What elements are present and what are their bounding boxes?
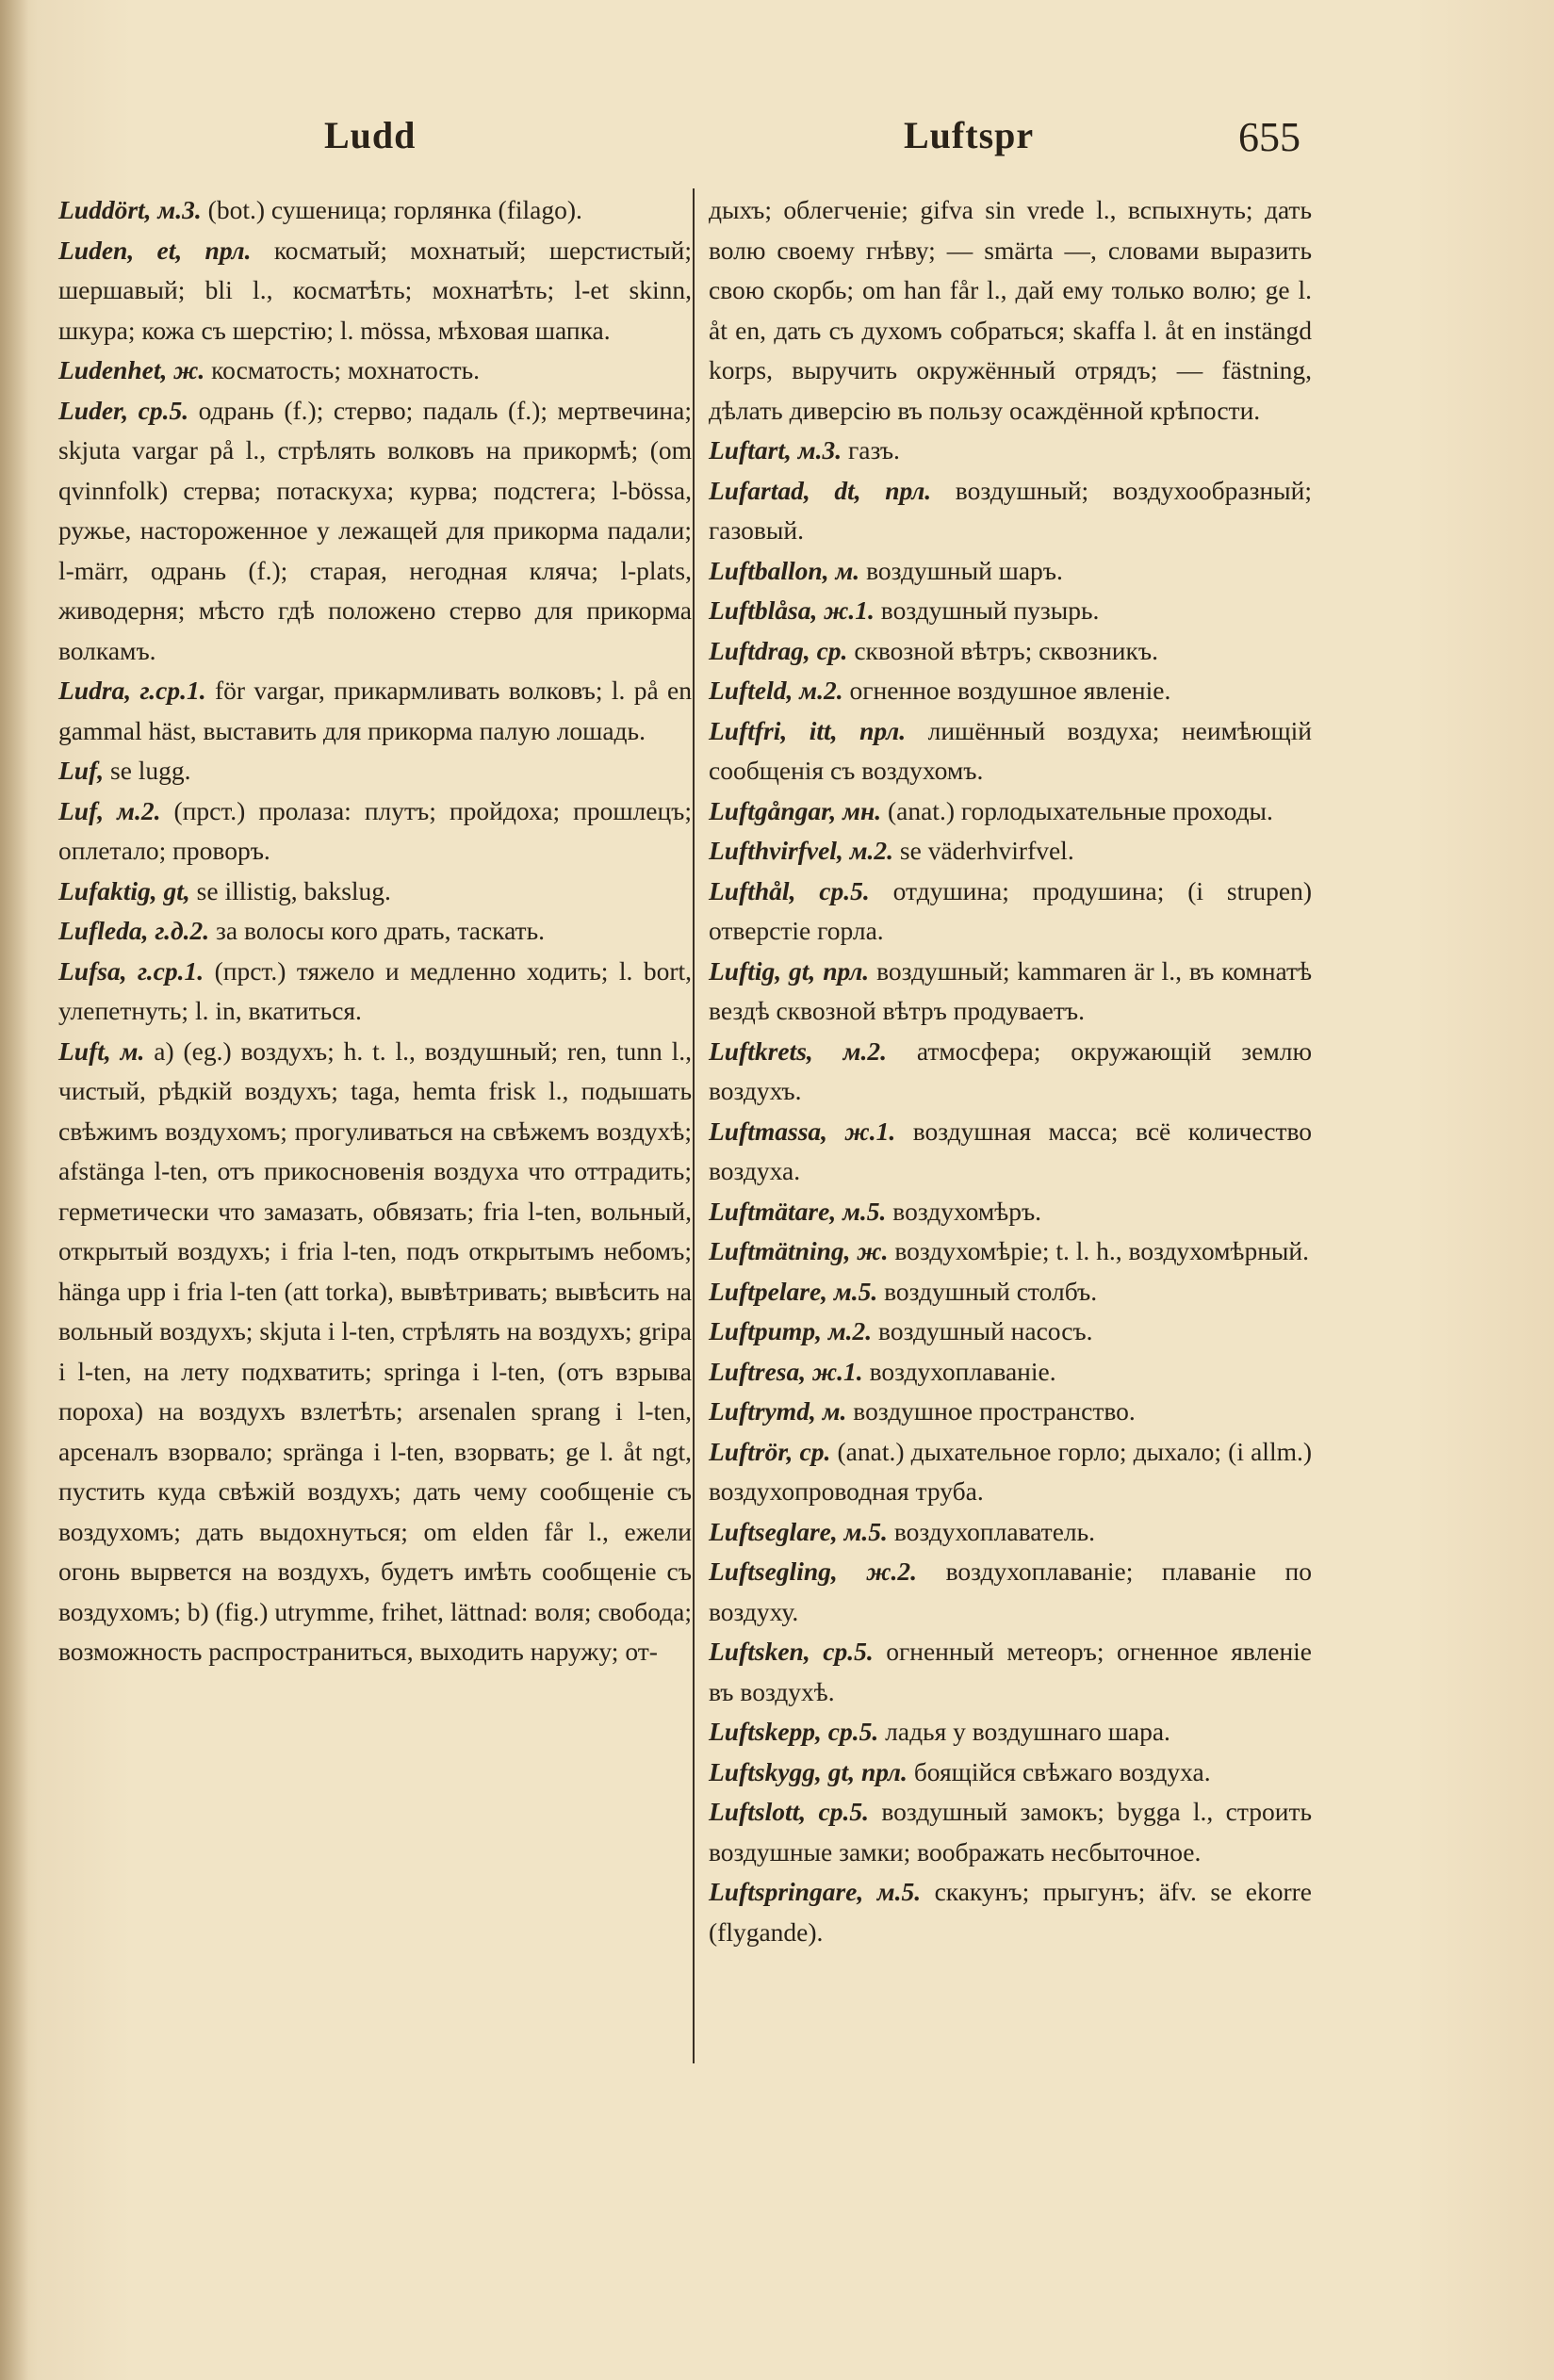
dictionary-entry: [58, 872, 692, 912]
column-divider: [693, 188, 695, 2063]
entry-definition: дыхъ; облегченіе; gifva sin vrede l., вспыхнуть; дать волю своему гнѣву; — smärta —, словами выразить свою скорбь; om han får l., дай ему только волю; ge l. åt en, дать съ духомъ собраться; skaffa l. åt en instängd korps, выручить окружённый отрядъ; — fästning, дѣлать диверсію въ пользу осаждённой крѣпости.: [709, 195, 1312, 425]
entry-definition: отдушина; продушина; (i strupen) отверстіе горла.: [709, 875, 1313, 945]
dictionary-entry: [709, 791, 1312, 832]
entry-definition: воздушная масса; всё количество воздуха.: [709, 1116, 1313, 1185]
entry-headword: Ludenhet, ж.: [58, 355, 205, 384]
dictionary-entry: [709, 1792, 1312, 1872]
entry-definition: воздухомѣріе; t. l. h., воздухомѣрный.: [894, 1236, 1309, 1265]
dictionary-entry: [709, 1712, 1312, 1752]
entry-definition: воздушный столбъ.: [884, 1276, 1098, 1306]
page-number: 655: [1238, 114, 1300, 160]
entry-definition: лишённый воздуха; неимѣющій сообщенія съ воздухомъ.: [709, 715, 1313, 785]
dictionary-entry: [709, 1512, 1312, 1553]
entry-definition: воздухоплаватель.: [893, 1516, 1096, 1546]
dictionary-entry: [709, 1231, 1312, 1272]
entry-definition: a) (eg.) воздухъ; h. t. l., воздушный; ren, tunn l., чистый, рѣдкій воздухъ; taga, hemta frisk l., подышать свѣжимъ воздухомъ; прогуливаться на свѣжемъ воздухѣ; afstänga l-ten, отъ прикосновенія воздуха что оттрадить; герметически что замазать, обвязать; fria l-ten, вольный, открытый воздухъ; i fria l-ten, подъ открытымъ небомъ; hänga upp i fria l-ten (att torka), вывѣтривать; вывѣсить на вольный воздухъ; skjuta i l-ten, стрѣлять на воздухъ; gripa i l-ten, на лету подхватить; springa i l-ten, (отъ взрыва пороха) на воздухъ взлетѣть; arsenalen sprang i l-ten, арсеналъ взорвало; spränga i l-ten, взорвать; ge l. åt ngt, пустить куда свѣжій воздухъ; дать чему сообщеніе съ воздухомъ; дать выдохнуться; om elden får l., ежели огонь вырвется на воздухъ, будетъ имѣть сообщеніе съ воздухомъ; b) (fig.) utrymme, frihet, lättnad: воля; свобода; возможность распространиться, выходить наружу; от-: [58, 1035, 692, 1666]
entry-headword: Luftgångar, мн.: [709, 795, 882, 825]
entry-headword: Luder, ср.5.: [58, 395, 189, 425]
entry-headword: Lufaktig, gt,: [58, 875, 190, 905]
dictionary-entry: [709, 1272, 1312, 1312]
entry-definition: för vargar, прикармливать волковъ; l. på en gammal häst, выставить для прикорма палую лошадь.: [58, 676, 692, 745]
entry-definition: se väderhvirfvel.: [899, 836, 1074, 865]
entry-headword: Lufthvirfvel, м.2.: [709, 836, 894, 865]
dictionary-entry: [58, 911, 692, 952]
entry-definition: se lugg.: [110, 756, 191, 785]
entry-headword: Luftrymd, м.: [709, 1396, 847, 1426]
entry-definition: газъ.: [847, 435, 900, 465]
entry-definition: воздухоплаваніе.: [869, 1356, 1056, 1386]
dictionary-entry: [709, 711, 1312, 791]
entry-headword: Lufsa, г.ср.1.: [58, 955, 204, 986]
entry-headword: Luftrör, ср.: [709, 1436, 831, 1466]
entry-headword: Luftspringare, м.5.: [709, 1877, 922, 1906]
entry-definition: косматость; мохнатость.: [211, 355, 481, 384]
dictionary-entry: [709, 1392, 1312, 1432]
dictionary-entry: [709, 431, 1312, 471]
entry-definition: огненное воздушное явленіе.: [849, 676, 1171, 705]
entry-definition: se illistig, bakslug.: [196, 875, 391, 905]
entry-headword: Lufartad, dt, прл.: [709, 475, 932, 505]
dictionary-entry: [709, 1192, 1312, 1232]
entry-headword: Luftpelare, м.5.: [709, 1276, 878, 1306]
dictionary-entry: [58, 350, 692, 391]
entry-definition: косматый; мохнатый; шерстистый; шершавый; bli l., косматѣть; мохнатѣть; l-et skinn, шкура; кожа съ шерстію; l. mössa, мѣховая шапка.: [58, 235, 692, 345]
entry-definition: воздухоплаваніе; плаваніе по воздуху.: [709, 1557, 1312, 1626]
entry-headword: Ludra, г.ср.1.: [58, 676, 206, 705]
right-column: [709, 190, 1312, 1952]
entry-headword: Luftslott, ср.5.: [709, 1797, 869, 1826]
entry-headword: Luftmätare, м.5.: [709, 1196, 887, 1226]
dictionary-entry: [709, 1032, 1312, 1112]
dictionary-entry: [709, 1352, 1312, 1393]
dictionary-entry: [709, 190, 1312, 431]
entry-definition: (bot.) сушеница; горлянка (filago).: [207, 195, 582, 224]
entry-definition: воздухомѣръ.: [892, 1196, 1042, 1226]
entry-headword: Luft, м.: [58, 1035, 145, 1066]
dictionary-entry: [58, 751, 692, 791]
entry-definition: атмосфера; окружающій землю воздухъ.: [709, 1035, 1313, 1105]
dictionary-entry: [709, 471, 1312, 551]
entry-headword: Lufteld, м.2.: [709, 676, 843, 705]
dictionary-entry: [709, 1112, 1312, 1192]
entry-definition: воздушный замокъ; bygga l., строить воздушные замки; воображать несбыточное.: [709, 1797, 1312, 1867]
entry-headword: Luftballon, м.: [709, 555, 860, 585]
entry-headword: Luftsken, ср.5.: [709, 1637, 874, 1666]
dictionary-entry: [58, 1032, 692, 1672]
dictionary-entry: [58, 671, 692, 751]
entry-headword: Luden, et, прл.: [58, 235, 252, 265]
dictionary-entry: [709, 831, 1312, 872]
dictionary-entry: [709, 872, 1312, 952]
entry-definition: (anat.) дыхательное горло; дыхало; (i allm.) воздухопроводная труба.: [709, 1436, 1313, 1506]
dictionary-entry: [709, 1632, 1312, 1712]
entry-headword: Luftmassa, ж.1.: [709, 1116, 896, 1146]
dictionary-entry: [58, 231, 692, 351]
dictionary-entry: [709, 952, 1312, 1032]
entry-headword: Luftsegling, ж.2.: [709, 1557, 917, 1586]
entry-headword: Luftseglare, м.5.: [709, 1516, 888, 1546]
entry-headword: Luftresa, ж.1.: [709, 1356, 863, 1386]
entry-definition: боящійся свѣжаго воздуха.: [913, 1756, 1211, 1786]
left-column: [58, 190, 692, 1672]
entry-definition: ладья у воздушнаго шара.: [885, 1717, 1170, 1746]
entry-headword: Luftpump, м.2.: [709, 1316, 873, 1345]
entry-definition: воздушный пузырь.: [880, 595, 1100, 625]
page-spine-shadow: [0, 0, 28, 2380]
dictionary-entry: [709, 1312, 1312, 1352]
entry-headword: Luf, м.2.: [58, 795, 161, 825]
dictionary-entry: [709, 1432, 1312, 1512]
entry-headword: Luftskepp, ср.5.: [709, 1717, 879, 1746]
entry-headword: Luftart, м.3.: [709, 435, 842, 465]
entry-definition: (прст.) тяжело и медленно ходить; l. bort, улепетнуть; l. in, вкатиться.: [58, 955, 692, 1025]
entry-headword: Luftdrag, ср.: [709, 635, 848, 665]
entry-headword: Luftkrets, м.2.: [709, 1035, 887, 1066]
dictionary-entry: [709, 551, 1312, 592]
entry-headword: Luftig, gt, прл.: [709, 955, 870, 986]
page-header: [60, 113, 1304, 170]
entry-definition: воздушный; kammaren är l., въ комнатѣ вездѣ сквозной вѣтръ продуваетъ.: [709, 955, 1312, 1025]
entry-headword: Luftfri, itt, прл.: [709, 715, 907, 745]
dictionary-entry: [709, 1552, 1312, 1632]
dictionary-entry: [709, 1752, 1312, 1793]
dictionary-entry: [58, 190, 692, 231]
entry-definition: (anat.) горлодыхательные проходы.: [887, 795, 1273, 825]
dictionary-entry: [709, 1872, 1312, 1952]
entry-headword: Luftblåsa, ж.1.: [709, 595, 875, 625]
entry-definition: огненный метеоръ; огненное явленіе въ воздухѣ.: [709, 1637, 1313, 1706]
entry-definition: воздушный насосъ.: [878, 1316, 1093, 1345]
entry-definition: воздушный шаръ.: [866, 555, 1063, 585]
dictionary-entry: [709, 671, 1312, 711]
dictionary-entry: [58, 952, 692, 1032]
entry-headword: Lufthål, ср.5.: [709, 875, 870, 905]
entry-definition: воздушное пространство.: [853, 1396, 1136, 1426]
entry-definition: одрань (f.); стерво; падаль (f.); мертвечина; skjuta vargar på l., стрѣлять волковъ на прикормѣ; (om qvinnfolk) стерва; потаскуха; курва; подстега; l-bössa, ружье, настороженное у лежащей для прикорма падали; l-märr, одрань (f.); старая, негодная кляча; l-plats, живодерня; мѣсто гдѣ положено стерво для прикорма волкамъ.: [58, 395, 692, 665]
dictionary-entry: [58, 391, 692, 672]
entry-definition: (прст.) пролаза: плутъ; пройдоха; прошлецъ; оплетало; проворъ.: [58, 795, 693, 865]
entry-definition: скакунъ; прыгунъ; äfv. se ekorre (flygande).: [709, 1877, 1312, 1947]
entry-headword: Lufleda, г.д.2.: [58, 916, 210, 945]
dictionary-entry: [58, 791, 692, 872]
entry-headword: Luftmätning, ж.: [709, 1236, 889, 1265]
entry-definition: воздушный; воздухообразный; газовый.: [709, 475, 1313, 545]
entry-headword: Luddört, м.3.: [58, 195, 202, 224]
dictionary-entry: [709, 631, 1312, 672]
dictionary-entry: [709, 591, 1312, 631]
header-left-guideword: Ludd: [324, 114, 417, 156]
entry-definition: за волосы кого драть, таскать.: [216, 916, 545, 945]
header-right-guideword: Luftspr: [904, 114, 1035, 156]
entry-headword: Luf,: [58, 756, 105, 785]
entry-definition: сквозной вѣтръ; сквозникъ.: [854, 635, 1158, 665]
entry-headword: Luftskygg, gt, прл.: [709, 1756, 908, 1786]
